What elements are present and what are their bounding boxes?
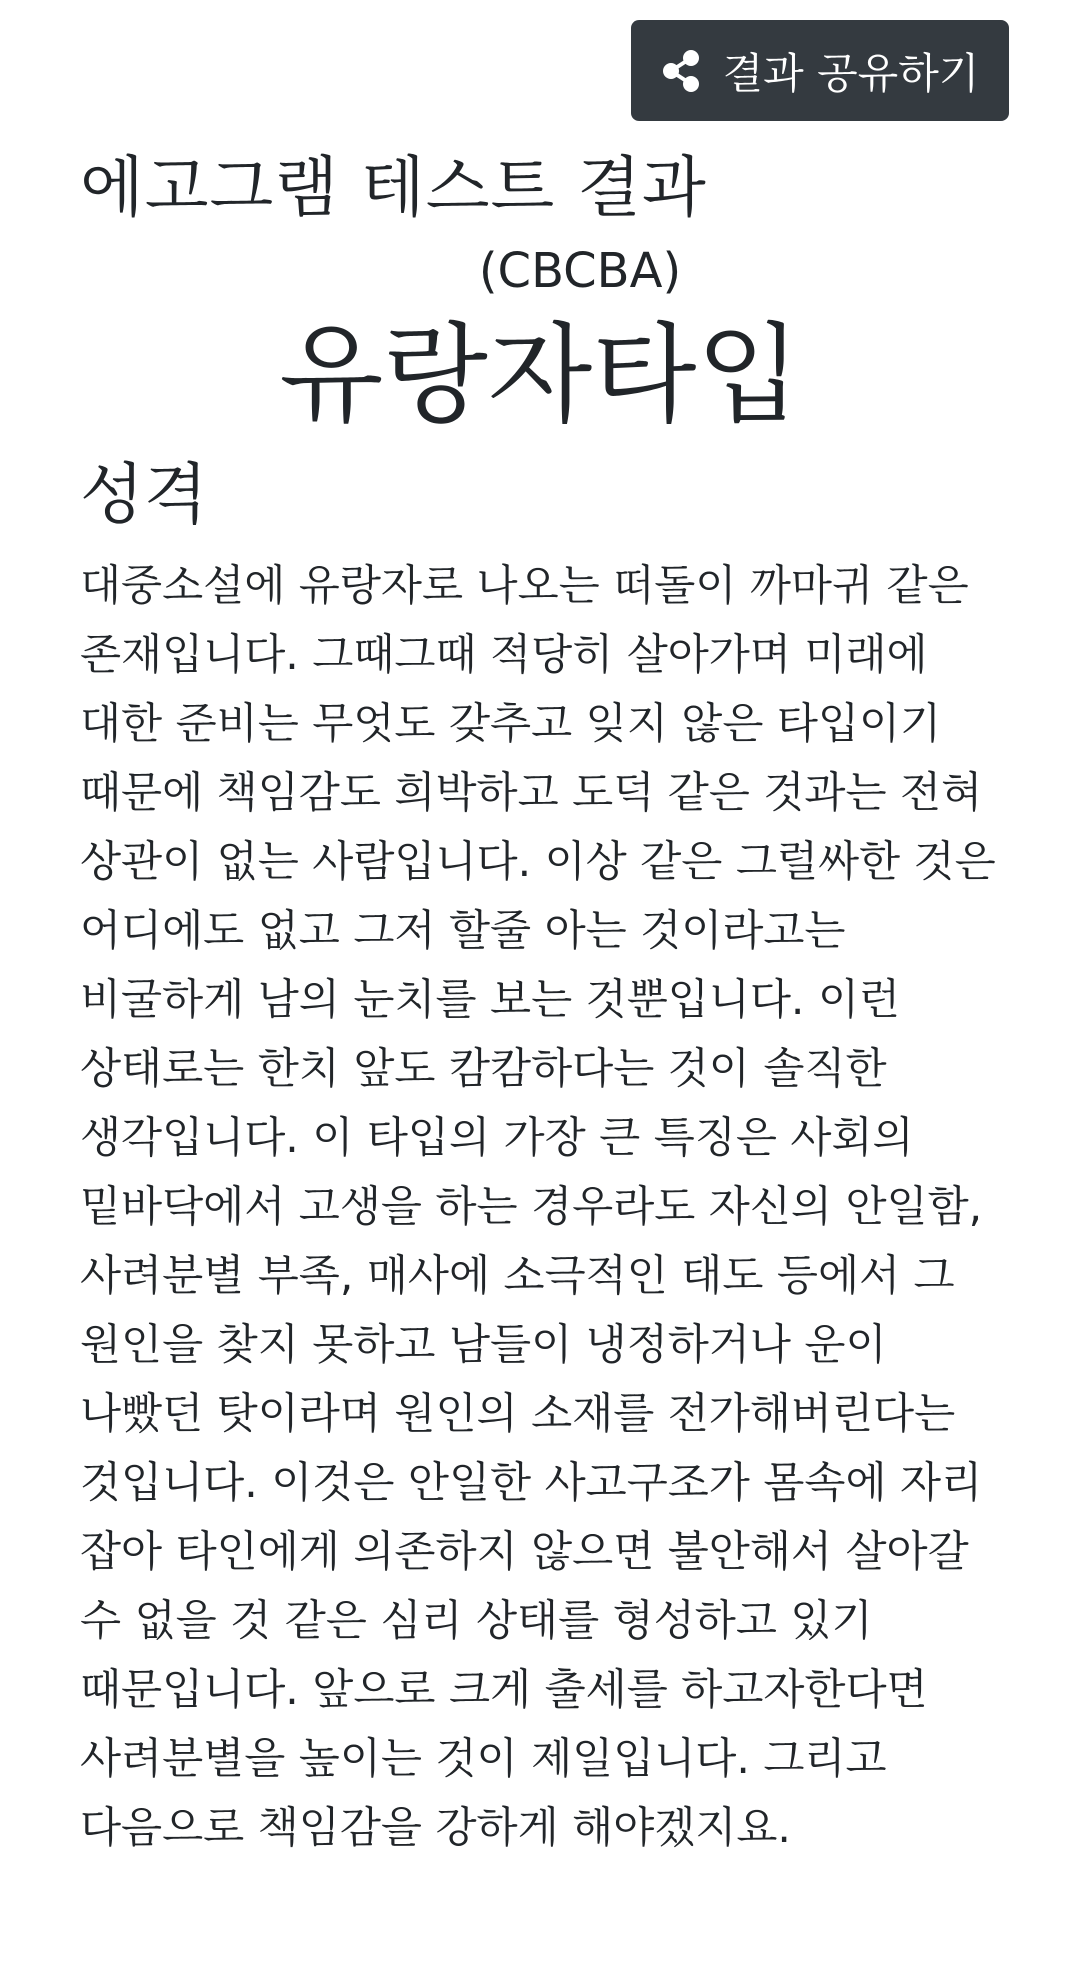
result-type-name: 유랑자타입: [279, 313, 801, 438]
share-button-label: 결과 공유하기: [722, 48, 980, 98]
share-result-button[interactable]: [631, 20, 1009, 121]
personality-heading: 성격: [80, 456, 208, 533]
result-content: [80, 140, 1000, 1863]
result-code: (CBCBA): [478, 243, 682, 299]
share-icon: [661, 49, 701, 93]
page-title: 에고그램 테스트 결과: [80, 149, 707, 226]
personality-description: 대중소설에 유랑자로 나오는 떠돌이 까마귀 같은 존재입니다. 그때그때 적당히 살아가며 미래에 대한 준비는 무엇도 갖추고 잊지 않은 타입이기 때문에 책임감도 희박하고 도덕 같은 것과는 전혀 상관이 없는 사람입니다. 이상 같은 그럴싸한 것은 어디에도 없고 그저 할줄 아는 것이라고는 비굴하게 남의 눈치를 보는 것뿐입니다. 이런 상태로는 한치 앞도 캄캄하다는 것이 솔직한 생각입니다. 이 타입의 가장 큰 특징은 사회의 밑바닥에서 고생을 하는 경우라도 자신의 안일함, 사려분별 부족, 매사에 소극적인 태도 등에서 그 원인을 찾지 못하고 남들이 냉정하거나 운이 나빴던 탓이라며 원인의 소재를 전가해버린다는 것입니다. 이것은 안일한 사고구조가 몸속에 자리 잡아 타인에게 의존하지 않으면 불안해서 살아갈 수 없을 것 같은 심리 상태를 형성하고 있기 때문입니다. 앞으로 크게 출세를 하고자한다면 사려분별을 높이는 것이 제일입니다. 그리고 다음으로 책임감을 강하게 해야겠지요.: [80, 562, 996, 1853]
